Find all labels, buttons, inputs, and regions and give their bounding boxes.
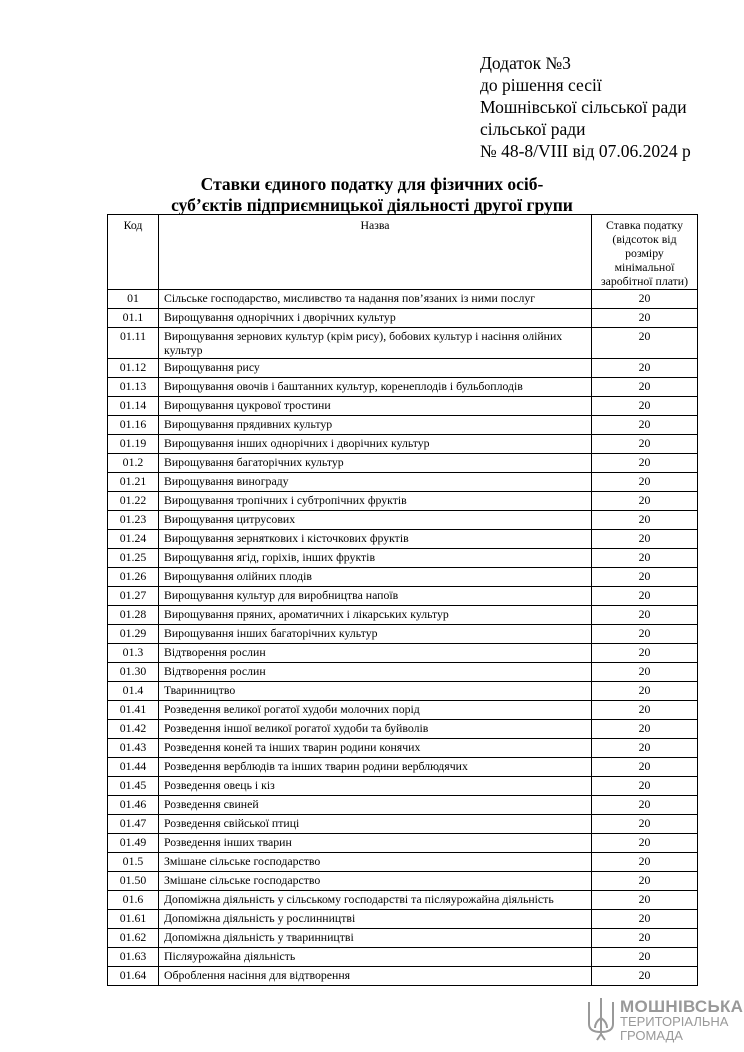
table-row bbox=[108, 834, 698, 853]
table-header-row bbox=[108, 215, 698, 290]
code-cell: 01.24 bbox=[108, 530, 159, 549]
code-cell: 01.11 bbox=[108, 328, 159, 359]
table-row bbox=[108, 378, 698, 397]
rate-cell: 20 bbox=[592, 473, 698, 492]
name-cell: Вирощування тропічних і субтропічних фруктів bbox=[159, 492, 592, 511]
code-cell: 01.13 bbox=[108, 378, 159, 397]
code-cell: 01.22 bbox=[108, 492, 159, 511]
logo-title: МОШНІВСЬКА bbox=[620, 997, 744, 1016]
code-cell: 01.46 bbox=[108, 796, 159, 815]
rate-cell: 20 bbox=[592, 853, 698, 872]
code-cell: 01.19 bbox=[108, 435, 159, 454]
rate-cell: 20 bbox=[592, 644, 698, 663]
table-row bbox=[108, 473, 698, 492]
table-row bbox=[108, 549, 698, 568]
table-row bbox=[108, 397, 698, 416]
name-cell: Вирощування культур для виробництва напоїв bbox=[159, 587, 592, 606]
trident-icon bbox=[586, 996, 616, 1042]
rate-cell: 20 bbox=[592, 309, 698, 328]
community-logo bbox=[586, 994, 744, 1046]
code-cell: 01.30 bbox=[108, 663, 159, 682]
code-cell: 01.50 bbox=[108, 872, 159, 891]
name-cell: Розведення великої рогатої худоби молочних порід bbox=[159, 701, 592, 720]
name-cell: Сільське господарство, мисливство та надання пов’язаних із ними послуг bbox=[159, 290, 592, 309]
code-cell: 01.27 bbox=[108, 587, 159, 606]
code-cell: 01.63 bbox=[108, 948, 159, 967]
table-row bbox=[108, 701, 698, 720]
title-line-2: суб’єктів підприємницької діяльності другої групи bbox=[171, 195, 573, 215]
header-rate: Ставка податку (відсоток від розміру мінімальної заробітної плати) bbox=[592, 215, 698, 290]
code-cell: 01.4 bbox=[108, 682, 159, 701]
table-row bbox=[108, 530, 698, 549]
code-cell: 01.61 bbox=[108, 910, 159, 929]
name-cell: Розведення свійської птиці bbox=[159, 815, 592, 834]
code-cell: 01.26 bbox=[108, 568, 159, 587]
addendum-line: № 48-8/VIII від 07.06.2024 р bbox=[480, 141, 691, 161]
name-cell: Вирощування прядивних культур bbox=[159, 416, 592, 435]
name-cell: Вирощування олійних плодів bbox=[159, 568, 592, 587]
table-row bbox=[108, 511, 698, 530]
table-row bbox=[108, 872, 698, 891]
name-cell: Змішане сільське господарство bbox=[159, 853, 592, 872]
rate-cell: 20 bbox=[592, 454, 698, 473]
table-body bbox=[108, 290, 698, 986]
table-row bbox=[108, 910, 698, 929]
rate-cell: 20 bbox=[592, 796, 698, 815]
document-title bbox=[0, 174, 744, 216]
table-row bbox=[108, 416, 698, 435]
name-cell: Вирощування рису bbox=[159, 359, 592, 378]
code-cell: 01.47 bbox=[108, 815, 159, 834]
name-cell: Вирощування інших багаторічних культур bbox=[159, 625, 592, 644]
rate-cell: 20 bbox=[592, 758, 698, 777]
name-cell: Вирощування винограду bbox=[159, 473, 592, 492]
logo-text bbox=[620, 998, 743, 1043]
table-row bbox=[108, 290, 698, 309]
addendum-line: сільської ради bbox=[480, 119, 586, 139]
rate-cell: 20 bbox=[592, 891, 698, 910]
rate-cell: 20 bbox=[592, 378, 698, 397]
table-row bbox=[108, 929, 698, 948]
rate-cell: 20 bbox=[592, 511, 698, 530]
code-cell: 01.28 bbox=[108, 606, 159, 625]
name-cell: Вирощування цукрової тростини bbox=[159, 397, 592, 416]
name-cell: Допоміжна діяльність у сільському господарстві та післяурожайна діяльність bbox=[159, 891, 592, 910]
name-cell: Змішане сільське господарство bbox=[159, 872, 592, 891]
code-cell: 01.21 bbox=[108, 473, 159, 492]
table-row bbox=[108, 853, 698, 872]
table-row bbox=[108, 435, 698, 454]
name-cell: Допоміжна діяльність у рослинництві bbox=[159, 910, 592, 929]
rate-cell: 20 bbox=[592, 290, 698, 309]
name-cell: Вирощування зерняткових і кісточкових фруктів bbox=[159, 530, 592, 549]
code-cell: 01.2 bbox=[108, 454, 159, 473]
code-cell: 01.64 bbox=[108, 967, 159, 986]
name-cell: Розведення коней та інших тварин родини конячих bbox=[159, 739, 592, 758]
addendum-line: до рішення сесії bbox=[480, 75, 602, 95]
table-row bbox=[108, 568, 698, 587]
table-row bbox=[108, 644, 698, 663]
name-cell: Розведення овець і кіз bbox=[159, 777, 592, 796]
name-cell: Вирощування ягід, горіхів, інших фруктів bbox=[159, 549, 592, 568]
code-cell: 01.6 bbox=[108, 891, 159, 910]
name-cell: Вирощування однорічних і дворічних культур bbox=[159, 309, 592, 328]
rate-cell: 20 bbox=[592, 663, 698, 682]
name-cell: Розведення свиней bbox=[159, 796, 592, 815]
table-row bbox=[108, 815, 698, 834]
code-cell: 01.5 bbox=[108, 853, 159, 872]
code-cell: 01.23 bbox=[108, 511, 159, 530]
table-row bbox=[108, 739, 698, 758]
rate-cell: 20 bbox=[592, 587, 698, 606]
name-cell: Вирощування інших однорічних і дворічних культур bbox=[159, 435, 592, 454]
code-cell: 01.29 bbox=[108, 625, 159, 644]
table-row bbox=[108, 720, 698, 739]
rate-cell: 20 bbox=[592, 606, 698, 625]
name-cell: Тваринництво bbox=[159, 682, 592, 701]
rate-cell: 20 bbox=[592, 701, 698, 720]
code-cell: 01 bbox=[108, 290, 159, 309]
rate-cell: 20 bbox=[592, 625, 698, 644]
name-cell: Вирощування овочів і баштанних культур, коренеплодів і бульбоплодів bbox=[159, 378, 592, 397]
rate-cell: 20 bbox=[592, 910, 698, 929]
addendum-line: Мошнівської сільської ради bbox=[480, 97, 687, 117]
table-row bbox=[108, 777, 698, 796]
name-cell: Розведення верблюдів та інших тварин родини верблюдячих bbox=[159, 758, 592, 777]
table-row bbox=[108, 891, 698, 910]
table-row bbox=[108, 796, 698, 815]
code-cell: 01.12 bbox=[108, 359, 159, 378]
table-row bbox=[108, 328, 698, 359]
rate-cell: 20 bbox=[592, 967, 698, 986]
code-cell: 01.44 bbox=[108, 758, 159, 777]
title-line-1: Ставки єдиного податку для фізичних осіб- bbox=[200, 174, 544, 194]
table-row bbox=[108, 492, 698, 511]
rate-cell: 20 bbox=[592, 739, 698, 758]
name-cell: Вирощування цитрусових bbox=[159, 511, 592, 530]
table-row bbox=[108, 587, 698, 606]
table-row bbox=[108, 682, 698, 701]
rate-cell: 20 bbox=[592, 682, 698, 701]
code-cell: 01.49 bbox=[108, 834, 159, 853]
header-name: Назва bbox=[159, 215, 592, 290]
rate-cell: 20 bbox=[592, 328, 698, 359]
rate-cell: 20 bbox=[592, 549, 698, 568]
code-cell: 01.41 bbox=[108, 701, 159, 720]
table-row bbox=[108, 309, 698, 328]
rate-cell: 20 bbox=[592, 397, 698, 416]
code-cell: 01.62 bbox=[108, 929, 159, 948]
rate-cell: 20 bbox=[592, 359, 698, 378]
name-cell: Вирощування багаторічних культур bbox=[159, 454, 592, 473]
code-cell: 01.45 bbox=[108, 777, 159, 796]
rate-cell: 20 bbox=[592, 435, 698, 454]
rate-cell: 20 bbox=[592, 720, 698, 739]
name-cell: Відтворення рослин bbox=[159, 663, 592, 682]
table-row bbox=[108, 359, 698, 378]
rate-cell: 20 bbox=[592, 568, 698, 587]
code-cell: 01.42 bbox=[108, 720, 159, 739]
rate-cell: 20 bbox=[592, 416, 698, 435]
rate-cell: 20 bbox=[592, 815, 698, 834]
code-cell: 01.14 bbox=[108, 397, 159, 416]
name-cell: Оброблення насіння для відтворення bbox=[159, 967, 592, 986]
rate-cell: 20 bbox=[592, 929, 698, 948]
logo-subtitle: ТЕРИТОРІАЛЬНА bbox=[620, 1014, 729, 1029]
code-cell: 01.1 bbox=[108, 309, 159, 328]
name-cell: Вирощування пряних, ароматичних і лікарських культур bbox=[159, 606, 592, 625]
code-cell: 01.25 bbox=[108, 549, 159, 568]
tax-rates-table bbox=[107, 214, 698, 986]
name-cell: Розведення інших тварин bbox=[159, 834, 592, 853]
table-row bbox=[108, 967, 698, 986]
code-cell: 01.3 bbox=[108, 644, 159, 663]
addendum-block bbox=[480, 52, 691, 162]
name-cell: Післяурожайна діяльність bbox=[159, 948, 592, 967]
rate-cell: 20 bbox=[592, 492, 698, 511]
table-row bbox=[108, 454, 698, 473]
table-row bbox=[108, 625, 698, 644]
header-code: Код bbox=[108, 215, 159, 290]
rate-cell: 20 bbox=[592, 834, 698, 853]
table-row bbox=[108, 606, 698, 625]
code-cell: 01.16 bbox=[108, 416, 159, 435]
table-row bbox=[108, 758, 698, 777]
table-row bbox=[108, 948, 698, 967]
table-row bbox=[108, 663, 698, 682]
logo-subtitle-2: ГРОМАДА bbox=[620, 1028, 683, 1043]
addendum-line: Додаток №3 bbox=[480, 53, 571, 73]
name-cell: Вирощування зернових культур (крім рису), бобових культур і насіння олійних культур bbox=[159, 328, 592, 359]
rate-cell: 20 bbox=[592, 872, 698, 891]
name-cell: Відтворення рослин bbox=[159, 644, 592, 663]
name-cell: Розведення іншої великої рогатої худоби та буйволів bbox=[159, 720, 592, 739]
rate-cell: 20 bbox=[592, 530, 698, 549]
name-cell: Допоміжна діяльність у тваринництві bbox=[159, 929, 592, 948]
code-cell: 01.43 bbox=[108, 739, 159, 758]
rate-cell: 20 bbox=[592, 777, 698, 796]
rate-cell: 20 bbox=[592, 948, 698, 967]
